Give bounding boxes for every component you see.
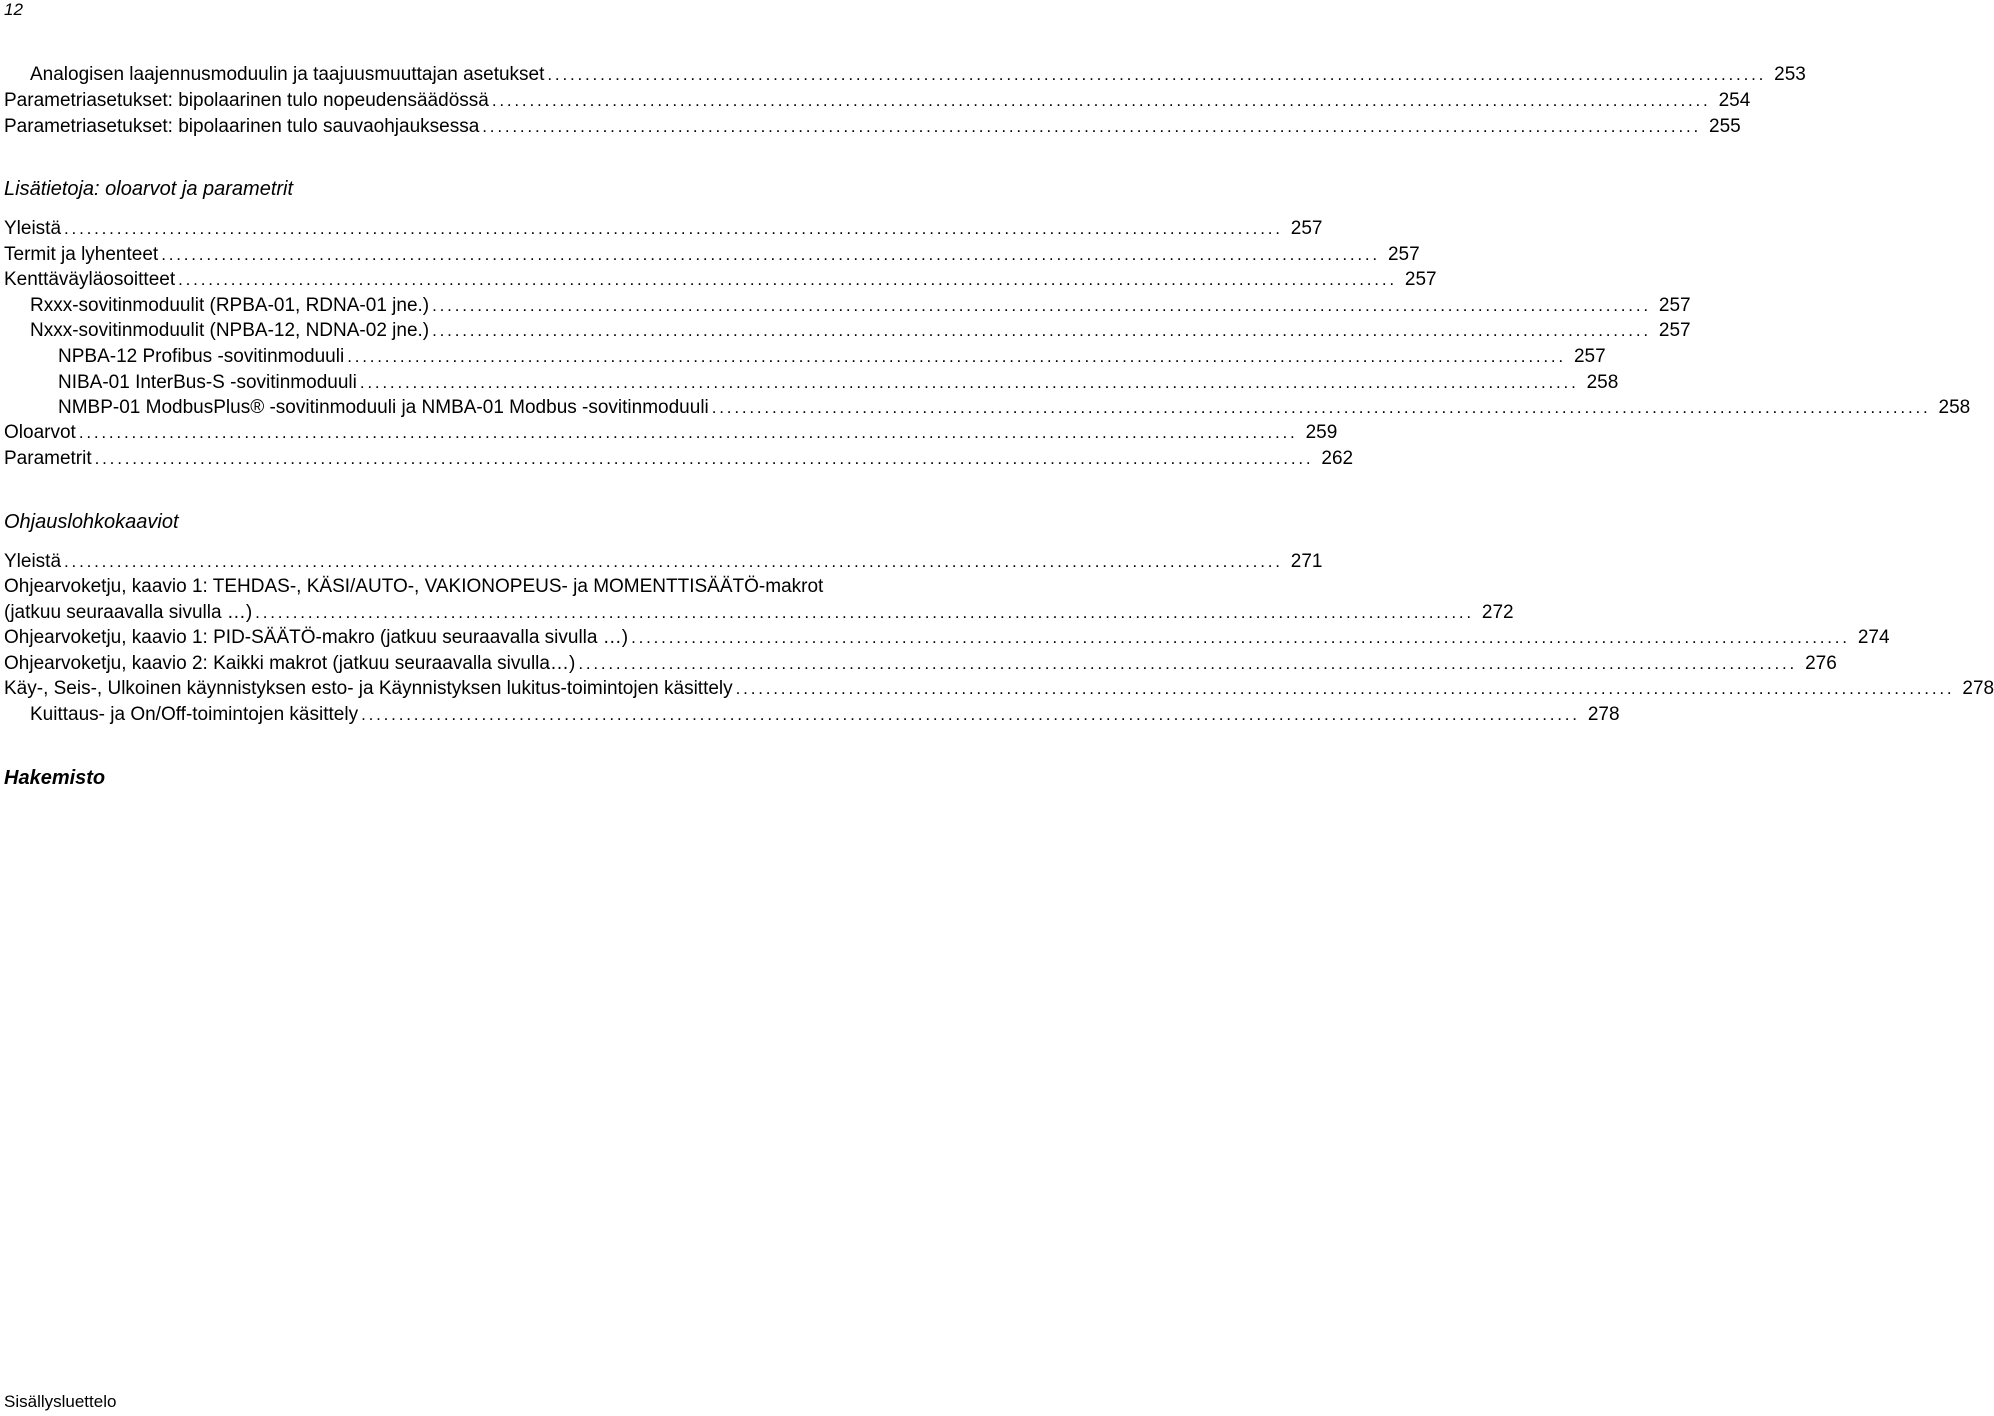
toc-entry-label: NIBA-01 InterBus-S -sovitinmoduuli <box>58 372 357 393</box>
toc-entry-page: 257 <box>1404 269 1437 290</box>
toc-entry-label: NMBP-01 ModbusPlus® -sovitinmoduuli ja NMBA-01 Modbus -sovitinmoduuli <box>58 397 709 418</box>
toc-entry-page: 274 <box>1857 627 1890 648</box>
toc-entry-page: 259 <box>1305 422 1338 443</box>
toc-entry-label: Termit ja lyhenteet <box>4 244 159 265</box>
toc-entry[interactable] <box>4 267 1437 293</box>
toc-entry-label: Ohjearvoketju, kaavio 1: PID-SÄÄTÖ-makro (jatkuu seuraavalla sivulla …) <box>4 627 629 648</box>
page-number: 12 <box>4 0 23 19</box>
toc-entry-label: Parametriasetukset: bipolaarinen tulo sauvaohjauksessa <box>4 116 480 137</box>
toc-entry[interactable] <box>4 216 1323 242</box>
dot-leader: .................................................................................................................................................................. <box>347 347 1566 366</box>
toc-entry[interactable] <box>30 318 1691 344</box>
dot-leader: .................................................................................................................................................................. <box>711 398 1931 417</box>
dot-leader: .................................................................................................................................................................. <box>491 91 1711 110</box>
dot-leader: .................................................................................................................................................................. <box>578 654 1798 673</box>
dot-leader: .................................................................................................................................................................. <box>735 679 1955 698</box>
toc-entry-page: 257 <box>1290 218 1323 239</box>
dot-leader: .................................................................................................................................................................. <box>432 296 1651 315</box>
toc-entry[interactable] <box>30 702 1620 728</box>
dot-leader: .................................................................................................................................................................. <box>359 373 1579 392</box>
toc-entry-page: 255 <box>1709 116 1741 137</box>
dot-leader: .................................................................................................................................................................. <box>482 117 1702 136</box>
section-heading: Hakemisto <box>4 767 106 789</box>
toc-entry-label: Parametrit <box>4 448 92 469</box>
dot-leader: .................................................................................................................................................................. <box>161 245 1380 264</box>
toc-entry-label: Käy-, Seis-, Ulkoinen käynnistyksen esto- ja Käynnistyksen lukitus-toimintojen käsittely <box>4 678 733 699</box>
dot-leader: .................................................................................................................................................................. <box>255 603 1474 622</box>
toc-entry-page: 254 <box>1718 90 1751 111</box>
toc-entry-page: 276 <box>1805 653 1837 674</box>
toc-entry-label: Rxxx-sovitinmoduulit (RPBA-01, RDNA-01 jne.) <box>30 295 430 316</box>
dot-leader: .................................................................................................................................................................. <box>178 270 1397 289</box>
toc-entry-label: (jatkuu seuraavalla sivulla …) <box>4 602 253 623</box>
toc-entry-label: Kuittaus- ja On/Off-toimintojen käsittely <box>30 704 359 725</box>
dot-leader: .................................................................................................................................................................. <box>78 423 1298 442</box>
toc-entry-page: 258 <box>1586 372 1619 393</box>
toc-entry-label: Yleistä <box>4 218 62 239</box>
toc-entry[interactable] <box>4 446 1354 472</box>
toc-entry-page: 258 <box>1938 397 1971 418</box>
toc-entry-page: 272 <box>1481 602 1514 623</box>
toc-entry-label: Nxxx-sovitinmoduulit (NPBA-12, NDNA-02 jne.) <box>30 320 430 341</box>
dot-leader: .................................................................................................................................................................. <box>94 449 1314 468</box>
toc-entry[interactable] <box>58 395 1971 421</box>
toc-entry[interactable] <box>4 651 1837 677</box>
toc-entry-label: Kenttäväyläosoitteet <box>4 269 176 290</box>
toc-entry[interactable] <box>30 62 1806 88</box>
dot-leader: .................................................................................................................................................................. <box>361 705 1580 724</box>
dot-leader: .................................................................................................................................................................. <box>432 321 1651 340</box>
toc-entry-page: 257 <box>1573 346 1606 367</box>
toc-entry[interactable] <box>58 344 1606 370</box>
section-heading: Ohjauslohkokaaviot <box>4 511 179 533</box>
toc-entry-page: 262 <box>1321 448 1354 469</box>
toc-entry-page: 253 <box>1774 64 1806 85</box>
toc-entry[interactable] <box>58 370 1619 396</box>
toc-entry-label: Analogisen laajennusmoduulin ja taajuusmuuttajan asetukset <box>30 64 545 85</box>
toc-entry[interactable] <box>4 625 1890 651</box>
dot-leader: .................................................................................................................................................................. <box>631 628 1850 647</box>
toc-entry-label[interactable]: Ohjearvoketju, kaavio 1: TEHDAS-, KÄSI/AUTO-, VAKIONOPEUS- ja MOMENTTISÄÄTÖ-makrot <box>4 576 824 597</box>
toc-entry-label: Oloarvot <box>4 422 76 443</box>
dot-leader: .................................................................................................................................................................. <box>64 552 1283 571</box>
toc-entry-page: 257 <box>1658 320 1691 341</box>
toc-entry[interactable] <box>4 88 1751 114</box>
toc-entry[interactable] <box>4 242 1420 268</box>
dot-leader: .................................................................................................................................................................. <box>64 219 1283 238</box>
toc-entry-page: 271 <box>1290 551 1323 572</box>
toc-entry-label: Ohjearvoketju, kaavio 2: Kaikki makrot (jatkuu seuraavalla sivulla…) <box>4 653 576 674</box>
page-footer: Sisällysluettelo <box>4 1392 117 1411</box>
section-heading: Lisätietoja: oloarvot ja parametrit <box>4 178 294 200</box>
toc-entry-page: 257 <box>1387 244 1420 265</box>
toc-entry-page: 278 <box>1587 704 1620 725</box>
toc-entry[interactable] <box>4 600 1514 626</box>
toc-entry-page: 257 <box>1658 295 1691 316</box>
toc-entry[interactable] <box>30 293 1691 319</box>
toc-entry[interactable] <box>4 549 1323 575</box>
toc-entry[interactable] <box>4 420 1338 446</box>
toc-entry-label: NPBA-12 Profibus -sovitinmoduuli <box>58 346 345 367</box>
dot-leader: .................................................................................................................................................................. <box>547 65 1767 84</box>
toc-entry[interactable] <box>4 676 1994 702</box>
toc-entry-label: Yleistä <box>4 551 62 572</box>
toc-entry[interactable] <box>4 114 1741 140</box>
toc-entry-label: Parametriasetukset: bipolaarinen tulo nopeudensäädössä <box>4 90 489 111</box>
toc-entry-page: 278 <box>1962 678 1994 699</box>
